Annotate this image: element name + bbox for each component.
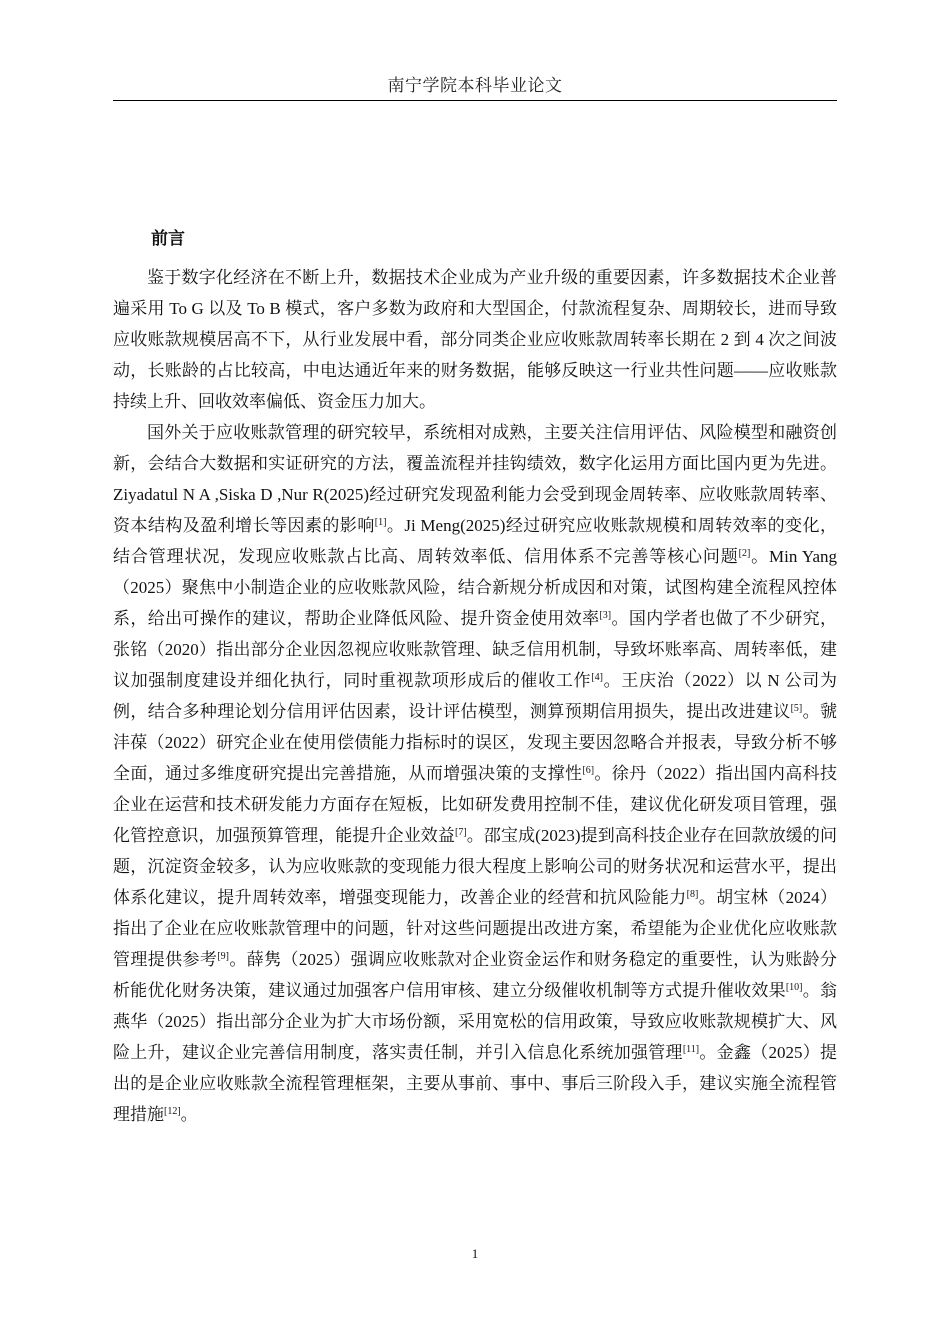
citation-ref: [12]: [164, 1106, 181, 1117]
citation-ref: [5]: [790, 703, 803, 714]
header-rule: [113, 100, 837, 101]
paragraph: [113, 417, 837, 1130]
citation-ref: [4]: [591, 672, 603, 683]
citation-ref: [2]: [738, 548, 751, 559]
paragraph-text: 。金鑫（2025）提出的是企业应收账款全流程管理框架，主要从事前、事中、事后三阶段入手，建议实施全流程管理措施: [113, 1043, 838, 1124]
citation-ref: [9]: [217, 951, 229, 962]
paragraph-text: 。翁燕华（2025）指出部分企业为扩大市场份额，采用宽松的信用政策，导致应收账款规模扩大、风险上升，建议企业完善信用制度，落实责任制，并引入信息化系统加强管理: [113, 981, 838, 1062]
paragraph-text: 。薛隽（2025）强调应收账款对企业资金运作和财务稳定的重要性，认为账龄分析能优化财务决策，建议通过加强客户信用审核、建立分级催收机制等方式提升催收效果: [113, 950, 838, 1000]
running-header: 南宁学院本科毕业论文: [387, 76, 563, 95]
citation-ref: [8]: [686, 889, 699, 900]
paragraph-text: 。邵宝成(2023)提到高科技企业存在回款放缓的问题，沉淀资金较多，认为应收账款的变现能力很大程度上影响公司的财务状况和运营水平，提出体系化建议，提升周转效率，增强变现能力，改善企业的经营和抗风险能力: [113, 826, 837, 907]
paragraph-text: 。虢沣葆（2022）研究企业在使用偿债能力指标时的误区，发现主要因忽略合并报表，导致分析不够全面，通过多维度研究提出完善措施，从而增强决策的支撑性: [113, 702, 838, 783]
citation-ref: [1]: [374, 517, 387, 528]
paragraph-text: 。胡宝林（2024）指出了企业在应收账款管理中的问题，针对这些问题提出改进方案，希望能为企业优化应收账款管理提供参考: [113, 888, 838, 969]
paragraph-text: 。Ji Meng(2025)经过研究应收账款规模和周转效率的变化，结合管理状况，发现应收账款占比高、周转效率低、信用体系不完善等核心问题: [113, 516, 837, 566]
citation-ref: [10]: [785, 982, 803, 993]
citation-ref: [6]: [582, 765, 595, 776]
citation-ref: [7]: [455, 827, 467, 838]
citation-ref: [11]: [682, 1044, 700, 1055]
paragraph-text: 。国内学者也做了不少研究，张铭（2020）指出部分企业因忽视应收账款管理、缺乏信用机制，导致坏账率高、周转率低，建议加强制度建设并细化执行，同时重视款项形成后的催收工作: [113, 609, 838, 690]
paragraph-text: 。王庆治（2022）以 N 公司为例，结合多种理论划分信用评估因素，设计评估模型，测算预期信用损失，提出改进建议: [113, 671, 838, 721]
paragraph-text: 鉴于数字化经济在不断上升，数据技术企业成为产业升级的重要因素，许多数据技术企业普遍采用 To G 以及 To B 模式，客户多数为政府和大型国企，付款流程复杂、周期较长，进而导致应收账款规模居高不下，从行业发展中看，部分同类企业应收账款周转率长期在 2 到 4 次之间波动，长账龄的占比较高，中电达通近年来的财务数据，能够反映这一行业共性问题——应收账款持续上升、回收效率偏低、资金压力加大。: [113, 268, 837, 411]
paragraph-text: 国外关于应收账款管理的研究较早，系统相对成熟，主要关注信用评估、风险模型和融资创新，会结合大数据和实证研究的方法，覆盖流程并挂钩绩效，数字化运用方面比国内更为先进。Ziyadatul N A ,Siska D ,Nur R(2025)经过研究发现盈利能力会受到现金周转率、应收账款周转率、资本结构及盈利增长等因素的影响: [113, 423, 837, 535]
body-text: [113, 262, 837, 1130]
paragraph: [113, 262, 837, 417]
citation-ref: [3]: [599, 610, 612, 621]
paragraph-text: 。Min Yang（2025）聚焦中小制造企业的应收账款风险，结合新规分析成因和对策，试图构建全流程风控体系，给出可操作的建议，帮助企业降低风险、提升资金使用效率: [113, 547, 837, 628]
page-number: 1: [471, 1246, 479, 1261]
paragraph-text: 。徐丹（2022）指出国内高科技企业在运营和技术研发能力方面存在短板，比如研发费用控制不佳，建议优化研发项目管理，强化管控意识，加强预算管理，能提升企业效益: [113, 764, 838, 845]
section-title: 前言: [151, 229, 185, 248]
paragraph-text: 。: [180, 1105, 198, 1124]
